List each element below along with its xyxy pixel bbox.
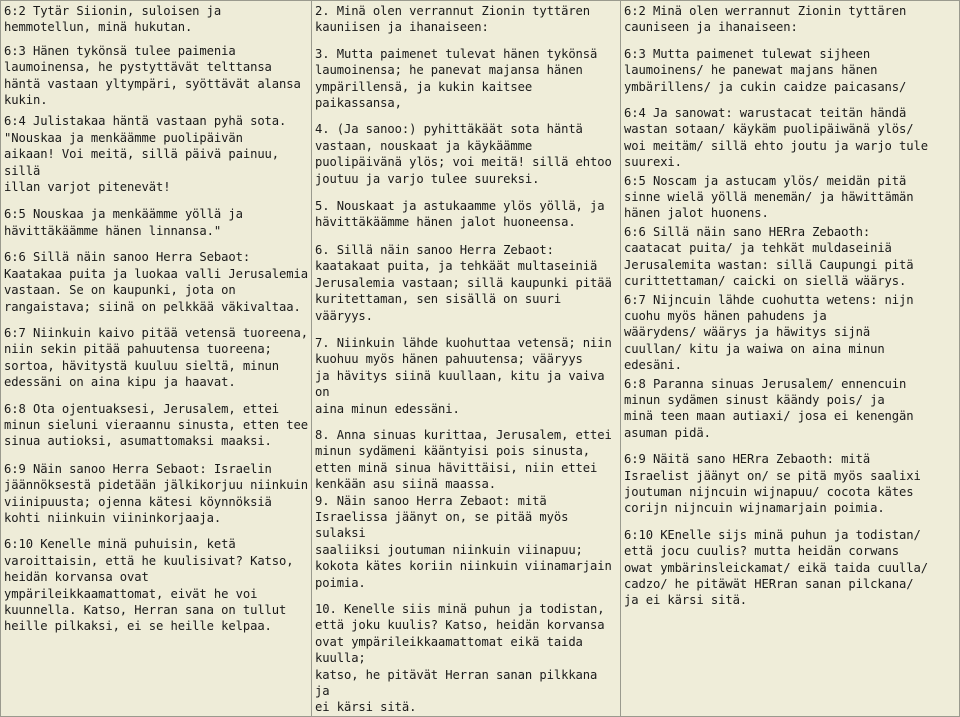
- column-1776-translation: [312, 1, 621, 717]
- verse-6-4-modern: 6:4 Julistakaa häntä vastaan pyhä sota. "Nouskaa ja menkäämme puolipäivän aikaan! Voi meitä, sillä päivä painuu, sillä illan varjot pitenevät!: [4, 114, 287, 195]
- verse-6-5-1642: 6:5 Noscam ja astucam ylös/ meidän pitä sinne wielä yöllä menemän/ ja häwittämän hänen jalot huonens.: [624, 173, 914, 221]
- verse-6-6-modern: 6:6 Sillä näin sanoo Herra Sebaot: Kaatakaa puita ja luokaa valli Jerusalemia vastaan. Se on kaupunki, jota on rangaistava; siinä on pelkkää väkivaltaa.: [4, 250, 308, 314]
- verse-6-10-1642: 6:10 KEnelle sijs minä puhun ja todistan/ että jocu cuulis? mutta heidän corwans owat ymbärinsleickamat/ eikä taida cuulla/ cadzo/ he pitäwät HERran sanan pilckana/ ja ei kärsi sitä.: [624, 527, 928, 608]
- verse-6-3-modern: 6:3 Hänen tykönsä tulee paimenia laumoinensa, he pystyttävät telttansa häntä vastaan yltympäri, syöttävät alansa kukin.: [4, 43, 301, 108]
- verse-6-6-1642: 6:6 Sillä näin sano HERra Zebaoth: caatacat puita/ ja tehkät muldaseiniä Jerusalemita wastan: sillä Caupungi pitä curittettaman/ caicki on siellä wäärys.: [624, 224, 914, 289]
- verse-6-7-1642: 6:7 Nijncuin lähde cuohutta wetens: nijn cuohu myös hänen pahudens ja wäärydens/ wäärys ja häwitys sijnä cuullan/ kitu ja waiwa on aina minun edesäni.: [624, 292, 914, 373]
- column-modern-translation: [1, 1, 312, 717]
- verse-4-1776: 4. (Ja sanoo:) pyhittäkäät sota häntä vastaan, nouskaat ja käykäämme puolipäivänä ylös; voi meitä! sillä ehtoo joutuu ja varjo tulee suureksi.: [315, 122, 612, 186]
- verse-6-8-modern: 6:8 Ota ojentuaksesi, Jerusalem, ettei minun sieluni vieraannu sinusta, etten tee sinua autioksi, asumattomaksi maaksi.: [4, 401, 308, 449]
- verse-6-9-1642: 6:9 Näitä sano HERra Zebaoth: mitä Israelist jäänyt on/ se pitä myös saalixi joutuman nijncuin wijnapuu/ cocota kätes corijn nijncuin wijnamarjain poimia.: [624, 452, 921, 516]
- verse-6-1776: 6. Sillä näin sanoo Herra Zebaot: kaatakaat puita, ja tehkäät multaseiniä Jerusalemia vastaan; sillä kaupunki pitää kuritettaman, sen sisällä on suuri vääryys.: [315, 242, 612, 323]
- verse-9-1776: 9. Näin sanoo Herra Zebaot: mitä Israelissa jäänyt on, se pitää myös sulaksi saaliiksi joutuman niinkuin viinapuu; kokota kätes koriin niinkuin viinamarjain poimia.: [315, 493, 612, 590]
- verse-10-1776: 10. Kenelle siis minä puhun ja todistan, että joku kuulis? Katso, heidän korvansa ovat ympärileikkaamattomat eikä taida kuulla; katso, he pitävät Herran sanan pilkkana ja ei kärsi sitä.: [315, 602, 605, 715]
- verse-8-1776: 8. Anna sinuas kurittaa, Jerusalem, ettei minun sydämeni kääntyisi pois sinusta, etten minä sinua hävittäisi, niin ettei kenkään asu siinä maassa.: [315, 427, 612, 492]
- verse-6-5-modern: 6:5 Nouskaa ja menkäämme yöllä ja hävittäkäämme hänen linnansa.": [4, 207, 243, 238]
- verse-6-8-1642: 6:8 Paranna sinuas Jerusalem/ ennencuin minun sydämen sinust käändy pois/ ja minä teen maan autiaxi/ josa ei kenengän asuman pidä.: [624, 376, 914, 440]
- verse-6-9-modern: 6:9 Näin sanoo Herra Sebaot: Israelin jäännöksestä pidetään jälkikorjuu niinkuin viinipuusta; ojenna kätesi köynnöksiä kohti niinkuin viininkorjaaja.: [4, 461, 308, 525]
- verse-7-1776: 7. Niinkuin lähde kuohuttaa vetensä; niin kuohuu myös hänen pahuutensa; vääryys ja hävitys siinä kuullaan, kitu ja vaiva on aina minun edessäni.: [315, 335, 612, 416]
- verse-6-7-modern: 6:7 Niinkuin kaivo pitää vetensä tuoreena, niin sekin pitää pahuutensa tuoreena; sortoa, hävitystä kuuluu sieltä, minun edessäni on aina kipu ja haavat.: [4, 325, 308, 390]
- column-1642-translation: [621, 1, 960, 717]
- verse-6-2-modern: 6:2 Tytär Siionin, suloisen ja hemmotellun, minä hukutan.: [4, 4, 222, 35]
- verse-3-1776: 3. Mutta paimenet tulevat hänen tykönsä laumoinensa; he panevat majansa hänen ympärillensä, ja kukin kaitsee paikassansa,: [315, 46, 598, 111]
- verse-6-3-1642: 6:3 Mutta paimenet tulewat sijheen laumoinens/ he panewat majans hänen ymbärillens/ ja cukin caidze paicasans/: [624, 46, 907, 94]
- verse-6-4-1642: 6:4 Ja sanowat: warustacat teitän händä wastan sotaan/ käykäm puolipäiwänä ylös/ woi meitäm/ sillä ehto joutu ja warjo tule suurexi.: [624, 106, 928, 170]
- verse-5-1776: 5. Nouskaat ja astukaamme ylös yöllä, ja hävittäkäämme hänen jalot huoneensa.: [315, 199, 605, 230]
- verse-6-10-modern: 6:10 Kenelle minä puhuisin, ketä varoittaisin, että he kuulisivat? Katso, heidän korvansa ovat ympärileikkaamattomat, eivät he voi kuunnella. Katso, Herran sana on tullut heille pilkaksi, ei se heille kelpaa.: [4, 537, 294, 634]
- verse-2-1776: 2. Minä olen verrannut Zionin tyttären kauniisen ja ihanaiseen:: [315, 4, 591, 35]
- verse-6-2-1642: 6:2 Minä olen werrannut Zionin tyttären cauniseen ja ihanaiseen:: [624, 4, 907, 35]
